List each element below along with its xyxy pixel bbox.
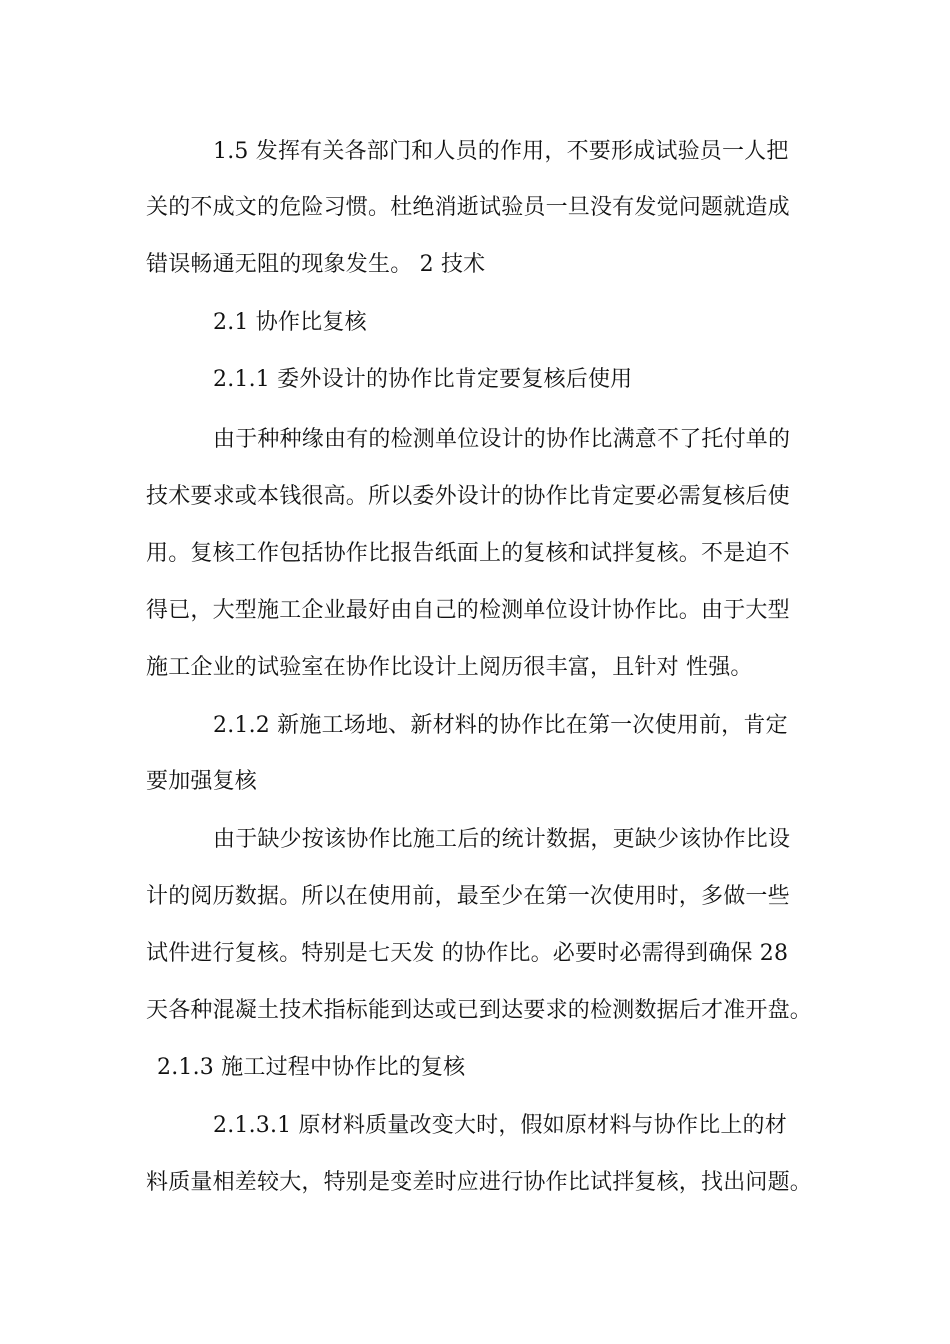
paragraph-line: 计的阅历数据。所以在使用前，最至少在第一次使用时，多做一些 (146, 884, 790, 909)
paragraph-line: 得已，大型施工企业最好由自己的检测单位设计协作比。由于大型 (146, 598, 790, 623)
paragraph-line: 施工企业的试验室在协作比设计上阅历很丰富，且针对 性强。 (146, 655, 753, 680)
section-heading: 2.1 协作比复核 (213, 310, 367, 335)
paragraph-line: 由于缺少按该协作比施工后的统计数据，更缺少该协作比设 (213, 827, 791, 852)
subsection-heading: 2.1.3 施工过程中协作比的复核 (157, 1055, 466, 1080)
paragraph-line: 料质量相差较大，特别是变差时应进行协作比试拌复核，找出问题。 (146, 1170, 813, 1195)
paragraph-line: 关的不成文的危险习惯。杜绝消逝试验员一旦没有发觉问题就造成 (146, 195, 790, 220)
subsection-heading: 2.1.1 委外设计的协作比肯定要复核后使用 (213, 367, 633, 392)
paragraph-line: 由于种种缘由有的检测单位设计的协作比满意不了托付单的 (213, 427, 791, 452)
paragraph-line: 用。复核工作包括协作比报告纸面上的复核和试拌复核。不是迫不 (146, 541, 790, 566)
paragraph-line: 试件进行复核。特别是七天发 的协作比。必要时必需得到确保 28 (146, 941, 789, 966)
subsection-heading: 2.1.2 新施工场地、新材料的协作比在第一次使用前，肯定 (213, 713, 788, 738)
paragraph-line: 技术要求或本钱很高。所以委外设计的协作比肯定要必需复核后使 (146, 484, 790, 509)
paragraph-line: 天各种混凝土技术指标能到达或已到达要求的检测数据后才准开盘。 (146, 998, 813, 1023)
subsection-heading: 要加强复核 (146, 769, 258, 794)
subsection-heading: 2.1.3.1 原材料质量改变大时，假如原材料与协作比上的材 (213, 1113, 787, 1138)
paragraph-line: 1.5 发挥有关各部门和人员的作用，不要形成试验员一人把 (213, 139, 789, 164)
paragraph-line: 错误畅通无阻的现象发生。 2 技术 (146, 252, 486, 277)
